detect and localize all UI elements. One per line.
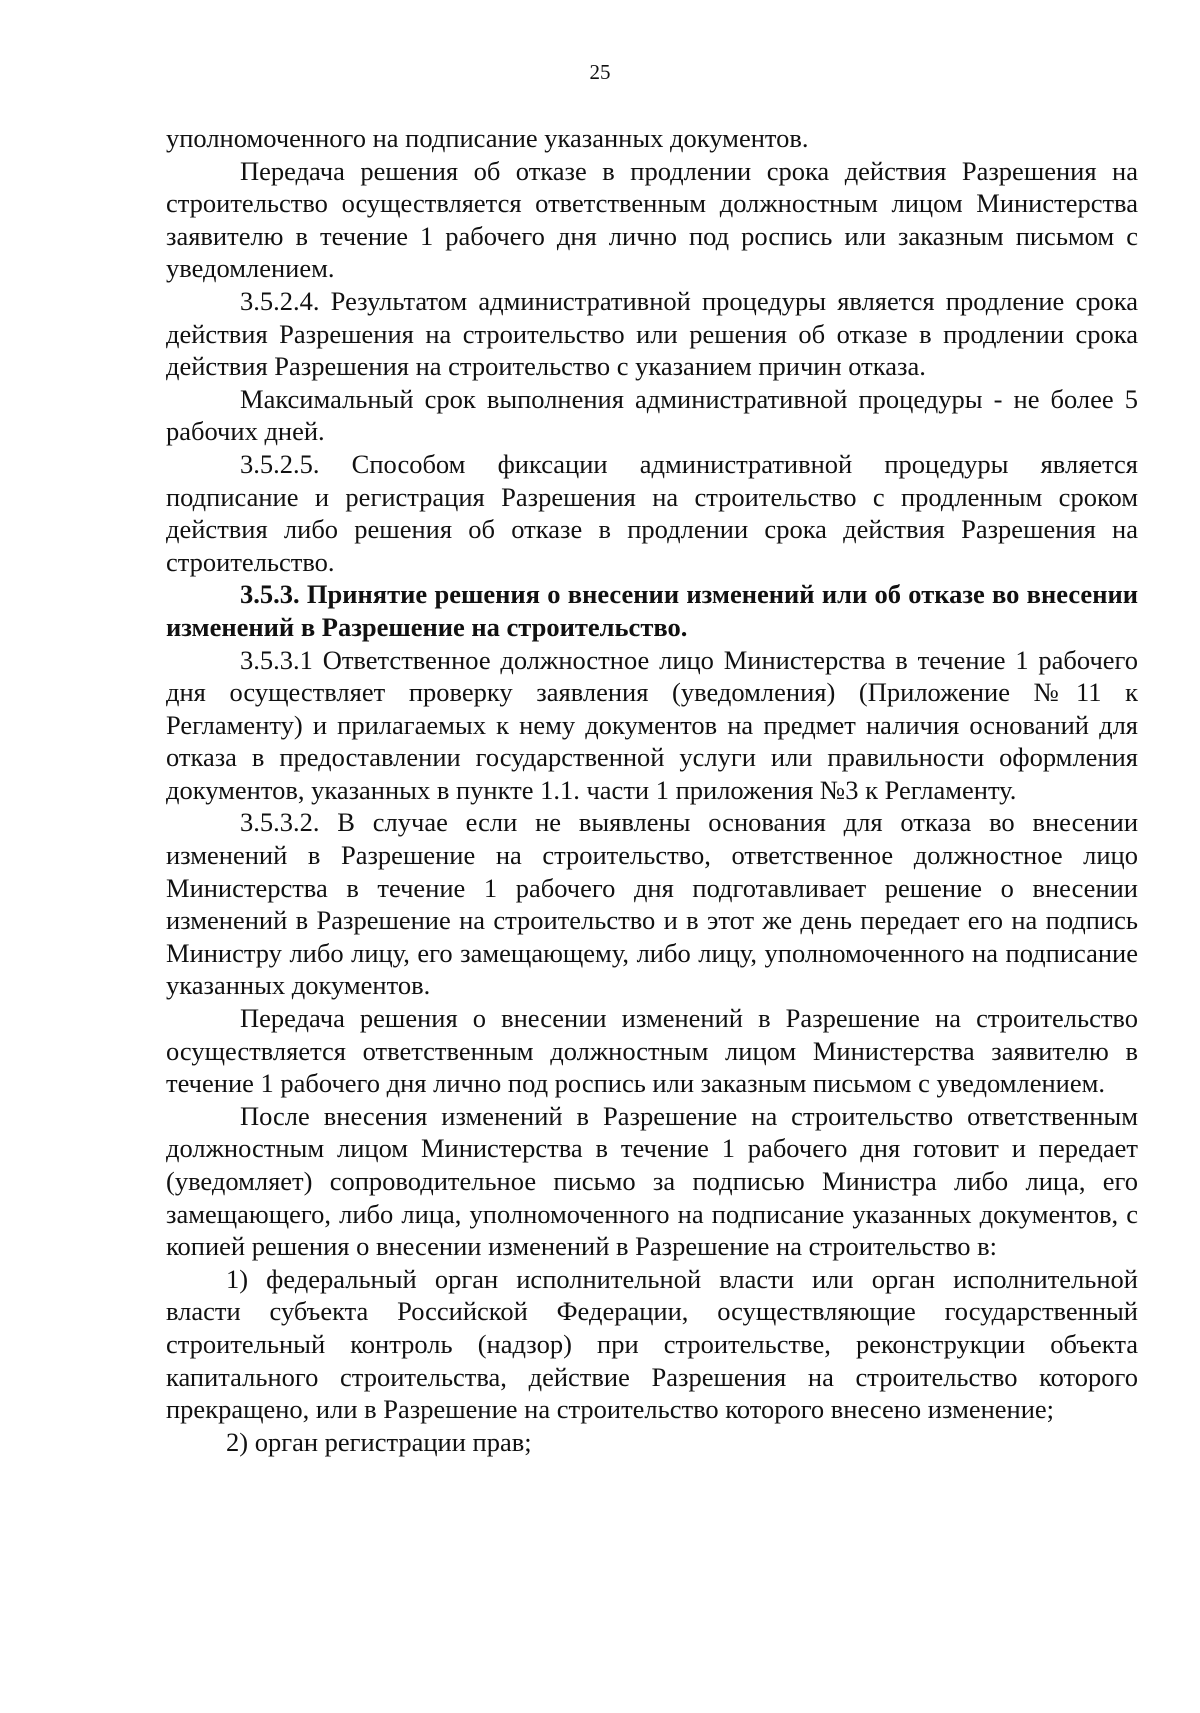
- paragraph-refusal-transfer: Передача решения об отказе в продлении срока действия Разрешения на строительство осуществляется ответственным должностным лицом Министерства заявителю в течение 1 рабочего дня лично под роспись или заказным письмом с уведомлением.: [166, 155, 1138, 284]
- list-item-1: 1) федеральный орган исполнительной власти или орган исполнительной власти субъекта Российской Федерации, осуществляющие государственный строительный контроль (надзор) при строительстве, реконструкции объекта капитального строительства, действие Разрешения на строительство которого прекращено, или в Разрешение на строительство которого внесено изменение;: [166, 1263, 1138, 1425]
- paragraph-max-term: Максимальный срок выполнения административной процедуры - не более 5 рабочих дней.: [166, 383, 1138, 447]
- list-item-2: 2) орган регистрации прав;: [226, 1426, 532, 1457]
- paragraph-after-changes: После внесения изменений в Разрешение на строительство ответственным должностным лицом Министерства в течение 1 рабочего дня готовит и передает (уведомляет) сопроводительное письмо за подписью Министра либо лица, его замещающего, либо лица, уполномоченного на подписание указанных документов, с копией решения о внесении изменений в Разрешение на строительство в:: [166, 1100, 1138, 1262]
- paragraph-3-5-3-2: 3.5.3.2. В случае если не выявлены основания для отказа во внесении изменений в Разрешение на строительство, ответственное должностное лицо Министерства в течение 1 рабочего дня подготавливает решение о внесении изменений в Разрешение на строительство и в этот же день передает его на подпись Министру либо лицу, его замещающему, либо лицу, уполномоченного на подписание указанных документов.: [166, 807, 1138, 1001]
- paragraph-3-5-3-1: 3.5.3.1 Ответственное должностное лицо Министерства в течение 1 рабочего дня осуществляет проверку заявления (уведомления) (Приложение №11 к Регламенту) и прилагаемых к нему документов на предмет наличия оснований для отказа в предоставлении государственной услуги или правильности оформления документов, указанных в пункте 1.1. части 1 приложения №3 к Регламенту.: [166, 644, 1138, 805]
- section-heading-3-5-3: 3.5.3. Принятие решения о внесении изменений или об отказе во внесении изменений в Разрешение на строительство.: [166, 579, 1138, 642]
- document-body: [166, 122, 1138, 1458]
- paragraph-continuation: уполномоченного на подписание указанных документов.: [166, 123, 809, 153]
- paragraph-decision-transfer: Передача решения о внесении изменений в Разрешение на строительство осуществляется ответственным должностным лицом Министерства заявителю в течение 1 рабочего дня лично под роспись или заказным письмом с уведомлением.: [166, 1003, 1138, 1099]
- paragraph-3-5-2-5: 3.5.2.5. Способом фиксации административной процедуры является подписание и регистрация Разрешения на строительство с продленным сроком действия либо решения об отказе в продлении срока действия Разрешения на строительство.: [166, 448, 1138, 577]
- page-number: 25: [589, 60, 611, 84]
- paragraph-3-5-2-4: 3.5.2.4. Результатом административной процедуры является продление срока действия Разрешения на строительство или решения об отказе в продлении срока действия Разрешения на строительство с указанием причин отказа.: [166, 285, 1138, 382]
